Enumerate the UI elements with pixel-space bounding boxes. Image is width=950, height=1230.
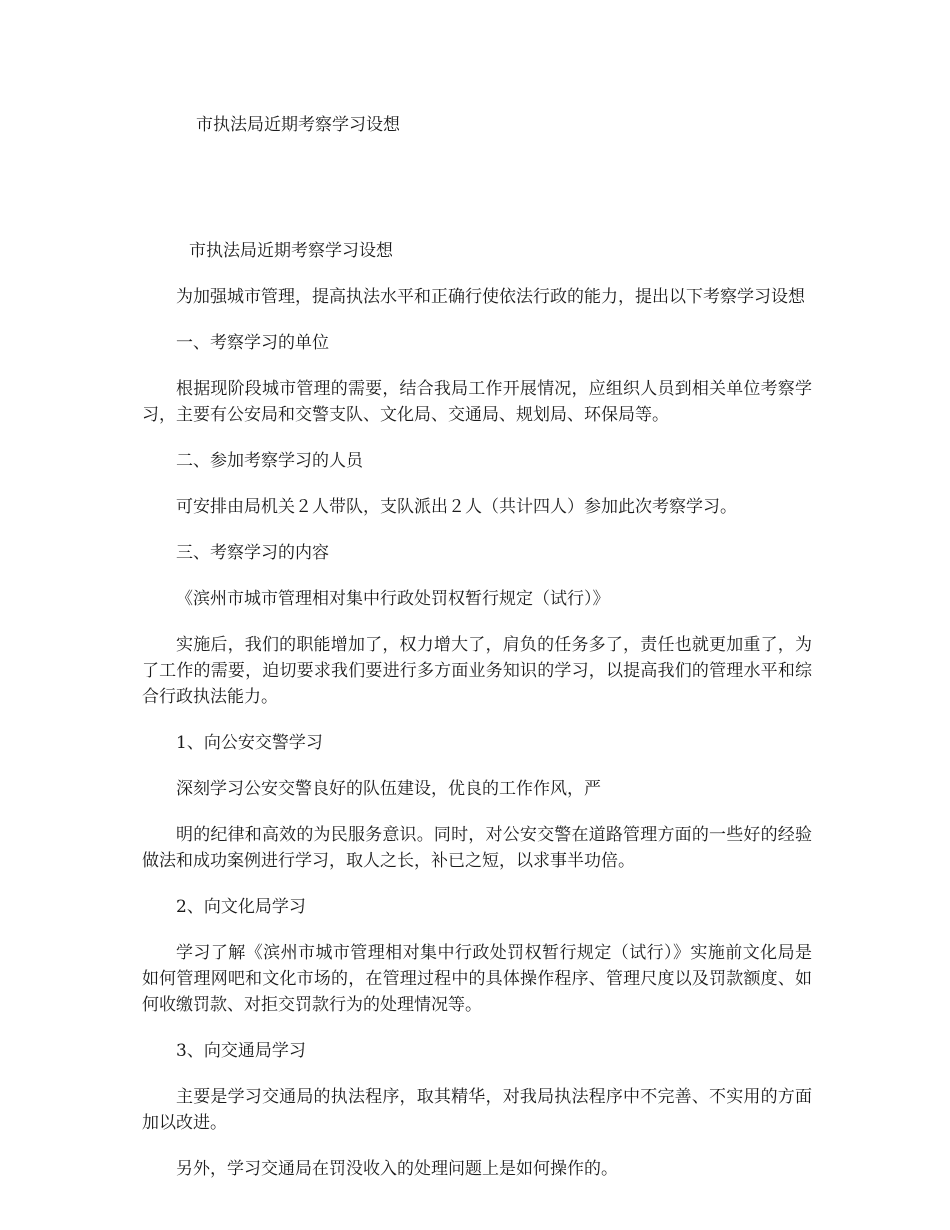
subsection-heading-2: 2、向文化局学习 xyxy=(176,897,306,917)
paragraph: 学习了解《滨州市城市管理相对集中行政处罚权暂行规定（试行）》实施前文化局是如何管理网吧和文化市场的，在管理过程中的具体操作程序、管理尺度以及罚款额度、如何收缴罚款、对拒交罚款行为的处理情况等。 xyxy=(142,943,812,1015)
intro-paragraph: 为加强城市管理，提高执法水平和正确行使依法行政的能力，提出以下考察学习设想 xyxy=(176,287,805,307)
document-body xyxy=(142,238,812,1202)
paragraph: 可安排由局机关２人带队，支队派出２人（共计四人）参加此次考察学习。 xyxy=(176,497,737,517)
paragraph: 实施后，我们的职能增加了，权力增大了，肩负的任务多了，责任也就更加重了，为了工作的需要，迫切要求我们要进行多方面业务知识的学习，以提高我们的管理水平和综合行政执法能力。 xyxy=(142,635,812,707)
document-title: 市执法局近期考察学习设想 xyxy=(196,115,400,135)
paragraph: 深刻学习公安交警良好的队伍建设，优良的工作作风，严 xyxy=(176,779,601,799)
section-heading-3: 三、考察学习的内容 xyxy=(176,543,329,563)
paragraph: 根据现阶段城市管理的需要，结合我局工作开展情况，应组织人员到相关单位考察学习，主要有公安局和交警支队、文化局、交通局、规划局、环保局等。 xyxy=(142,379,812,425)
section-heading-1: 一、考察学习的单位 xyxy=(176,333,329,353)
paragraph: 明的纪律和高效的为民服务意识。同时，对公安交警在道路管理方面的一些好的经验做法和成功案例进行学习，取人之长，补已之短，以求事半功倍。 xyxy=(142,825,812,871)
regulation-title: 《滨州市城市管理相对集中行政处罚权暂行规定（试行）》 xyxy=(176,589,610,609)
body-title: 市执法局近期考察学习设想 xyxy=(189,241,393,261)
subsection-heading-3: 3、向交通局学习 xyxy=(176,1041,306,1061)
section-heading-2: 二、参加考察学习的人员 xyxy=(176,451,363,471)
paragraph: 主要是学习交通局的执法程序，取其精华，对我局执法程序中不完善、不实用的方面加以改进。 xyxy=(142,1087,812,1133)
subsection-heading-1: 1、向公安交警学习 xyxy=(176,733,323,753)
paragraph: 另外，学习交通局在罚没收入的处理问题上是如何操作的。 xyxy=(176,1159,618,1179)
